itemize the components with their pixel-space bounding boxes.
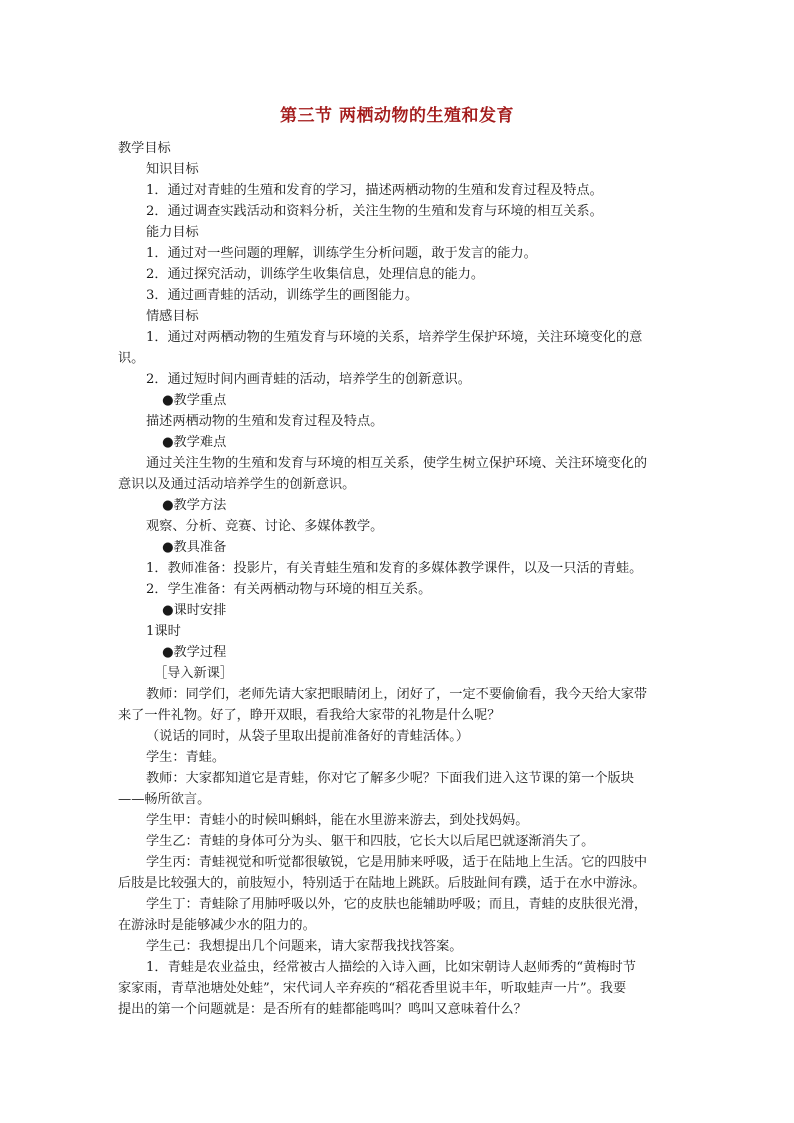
paragraph-continuation: 家家雨，青草池塘处处蛙”，宋代词人辛弃疾的“稻花香里说丰年，听取蛙声一片”。我要	[118, 981, 627, 996]
paragraph: 描述两栖动物的生殖和发育过程及特点。	[146, 414, 384, 429]
paragraph: 1．通过对两栖动物的生殖发育与环境的关系，培养学生保护环境，关注环境变化的意	[146, 330, 643, 345]
dialogue-line: 教师：同学们，老师先请大家把眼睛闭上，闭好了，一定不要偷偷看，我今天给大家带	[146, 687, 648, 702]
bullet-heading: ●教具准备	[162, 540, 227, 555]
paragraph: 2．通过短时间内画青蛙的活动，培养学生的创新意识。	[146, 372, 471, 387]
paragraph-continuation: 提出的第一个问题就是：是否所有的蛙都能鸣叫？鸣叫又意味着什么？	[118, 1002, 527, 1017]
dialogue-line: 学生丁：青蛙除了用肺呼吸以外，它的皮肤也能辅助呼吸；而且，青蛙的皮肤很光滑，	[146, 897, 648, 912]
paragraph: 1．通过对青蛙的生殖和发育的学习，描述两栖动物的生殖和发育过程及特点。	[146, 183, 603, 198]
dialogue-line: 学生乙：青蛙的身体可分为头、躯干和四肢，它长大以后尾巴就逐渐消失了。	[146, 834, 595, 849]
dialogue-line: 学生：青蛙。	[146, 750, 226, 765]
bracket-heading: ［导入新课］	[154, 666, 234, 681]
bullet-heading: ●教学方法	[162, 498, 227, 513]
paragraph-continuation: 识。	[118, 351, 145, 366]
paragraph: 3．通过画青蛙的活动，训练学生的画图能力。	[146, 288, 419, 303]
bullet-heading: ●课时安排	[162, 603, 227, 618]
bullet-heading: ●教学难点	[162, 435, 227, 450]
section-heading: 教学目标	[118, 141, 171, 156]
paragraph-continuation: 意识以及通过活动培养学生的创新意识。	[118, 477, 356, 492]
paragraph: 1．教师准备：投影片，有关青蛙生殖和发育的多媒体教学课件，以及一只活的青蛙。	[146, 561, 643, 576]
paragraph: 2．通过探究活动，训练学生收集信息，处理信息的能力。	[146, 267, 485, 282]
paragraph: 1．青蛙是农业益虫，经常被古人描绘的入诗入画，比如宋朝诗人赵师秀的“黄梅时节	[146, 960, 636, 975]
dialogue-line: 教师：大家都知道它是青蛙，你对它了解多少呢？下面我们进入这节课的第一个版块	[146, 771, 634, 786]
paragraph-continuation: ——畅所欲言。	[118, 792, 211, 807]
document-body	[118, 138, 678, 1020]
dialogue-line: 学生己：我想提出几个问题来，请大家帮我找找答案。	[146, 939, 463, 954]
subsection-heading: 知识目标	[146, 162, 199, 177]
paragraph: 2．通过调查实践活动和资料分析，关注生物的生殖和发育与环境的相互关系。	[146, 204, 603, 219]
paragraph-continuation: 在游泳时是能够减少水的阻力的。	[118, 918, 316, 933]
paragraph-continuation: 后肢是比较强大的，前肢短小，特别适于在陆地上跳跃。后肢趾间有蹼，适于在水中游泳。	[118, 876, 646, 891]
page-title: 第三节 两栖动物的生殖和发育	[280, 106, 514, 126]
subsection-heading: 情感目标	[146, 309, 199, 324]
dialogue-line: 学生甲：青蛙小的时候叫蝌蚪，能在水里游来游去，到处找妈妈。	[146, 813, 529, 828]
paragraph: 观察、分析、竞赛、讨论、多媒体教学。	[146, 519, 384, 534]
subsection-heading: 能力目标	[146, 225, 199, 240]
paragraph: 1课时	[146, 624, 181, 639]
paragraph: 通过关注生物的生殖和发育与环境的相互关系，使学生树立保护环境、关注环境变化的	[146, 456, 648, 471]
paragraph: 1．通过对一些问题的理解，训练学生分析问题，敢于发言的能力。	[146, 246, 537, 261]
paragraph-continuation: 来了一件礼物。好了，睁开双眼，看我给大家带的礼物是什么呢？	[118, 708, 501, 723]
paragraph: 2．学生准备：有关两栖动物与环境的相互关系。	[146, 582, 432, 597]
bullet-heading: ●教学过程	[162, 645, 227, 660]
dialogue-line: 学生丙：青蛙视觉和听觉都很敏锐，它是用肺来呼吸，适于在陆地上生活。它的四肢中	[146, 855, 648, 870]
stage-direction: （说话的同时，从袋子里取出提前准备好的青蛙活体。）	[146, 729, 470, 744]
bullet-heading: ●教学重点	[162, 393, 227, 408]
